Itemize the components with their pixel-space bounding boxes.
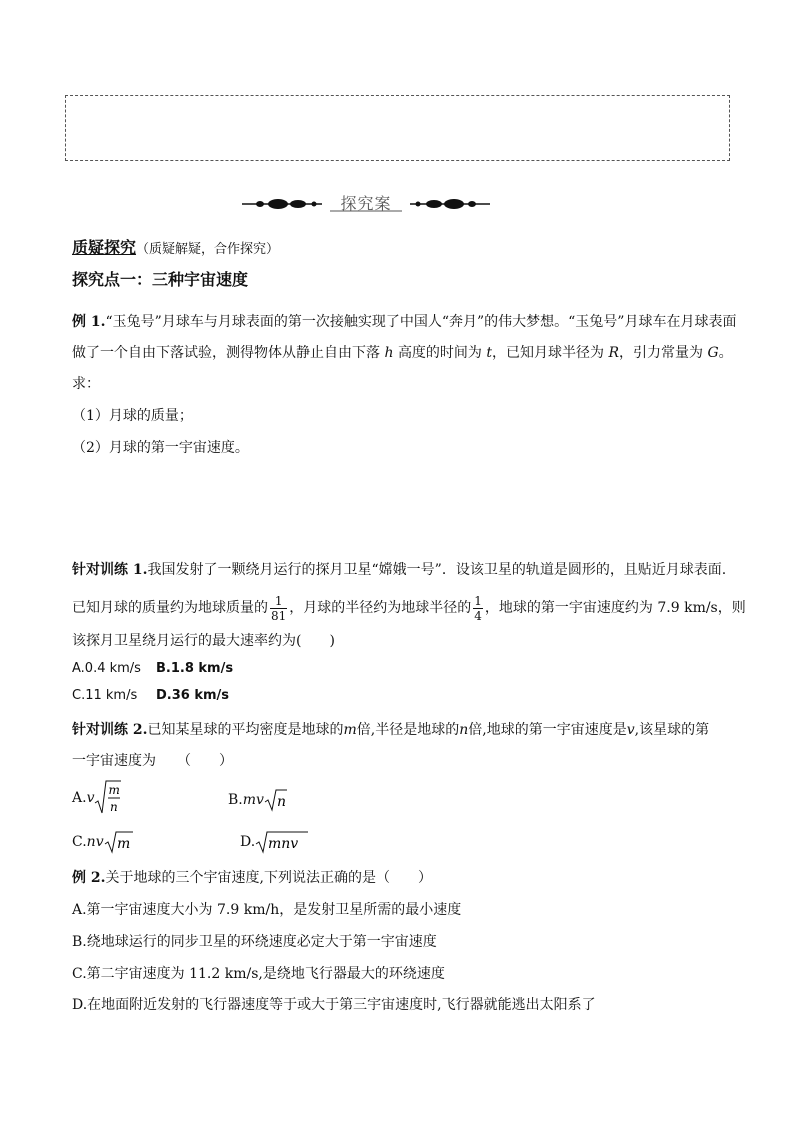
option-d-prefix: D.: [240, 834, 256, 850]
training1-label: 针对训练 1.: [72, 562, 148, 578]
fraction-denominator: 4: [474, 608, 482, 623]
formula-a: v m n: [87, 790, 123, 806]
example1-line3: 求：: [72, 376, 100, 392]
text: ，已知月球半径为: [492, 345, 605, 361]
fraction-1-81: [270, 594, 287, 623]
training1-line3: 该探月卫星绕月运行的最大速率约为( ): [72, 633, 335, 649]
text: 。: [718, 345, 733, 361]
text: ，引力常量为: [619, 345, 704, 361]
example1-label: 例 1.: [72, 314, 106, 330]
example2-text: 关于地球的三个宇宙速度,下列说法正确的是（ ）: [105, 870, 432, 886]
text: 做了一个自由下落试验，测得物体从静止自由下落: [72, 345, 380, 361]
training2-option-d: [240, 828, 309, 856]
text: ,该星球的第: [634, 722, 710, 738]
example2-option-a: A.第一宇宙速度大小为 7.9 km/h，是发射卫星所需的最小速度: [72, 902, 462, 918]
text: ，地球的第一宇宙速度约为 7.9 km/s，则: [484, 600, 746, 616]
var-G: G: [707, 345, 719, 361]
svg-text:m: m: [116, 836, 130, 852]
training1-option-b: B.1.8 km/s: [156, 661, 234, 676]
var-n: n: [459, 722, 469, 738]
example1-line1: [72, 312, 736, 332]
example1-question1: （1）月球的质量；: [72, 408, 193, 424]
example2-option-c: C.第二宇宙速度为 11.2 km/s,是绕地飞行器最大的环绕速度: [72, 966, 445, 982]
section-banner: [240, 190, 492, 218]
var-m: m: [343, 722, 357, 738]
var-h: h: [384, 345, 394, 361]
text: 高度的时间为: [397, 345, 482, 361]
training1-option-a: A.0.4 km/s: [72, 661, 141, 676]
svg-text:n: n: [276, 794, 286, 810]
training2-line2: 一宇宙速度为 （ ）: [72, 753, 233, 769]
sqrt-m: [104, 830, 134, 854]
svg-text:m: m: [108, 783, 121, 797]
text: 已知某星球的平均密度是地球的: [147, 722, 344, 738]
var-R: R: [608, 345, 620, 361]
example1-line2: [72, 343, 733, 363]
var-v: v: [626, 722, 635, 738]
fraction-numerator: 1: [474, 593, 482, 608]
training1-line2: [72, 591, 746, 625]
example2-option-d: D.在地面附近发射的飞行器速度等于或大于第三宇宙速度时,飞行器就能逃出太阳系了: [72, 997, 596, 1013]
fraction-1-4: [473, 594, 483, 623]
sqrt-n: [264, 788, 288, 812]
sqrt-m-over-n: [94, 779, 122, 817]
text: 倍,半径是地球的: [356, 722, 460, 738]
training2-line1: [72, 720, 709, 740]
training2-label: 针对训练 2.: [72, 722, 148, 738]
point-heading: 探究点一：三种宇宙速度: [72, 270, 249, 289]
section-subtitle: （质疑解疑，合作探究）: [136, 242, 280, 257]
text: 已知月球的质量约为地球质量的: [72, 600, 268, 616]
training1-text: 我国发射了一颗绕月运行的探月卫星“嫦娥一号”．设该卫星的轨道是圆形的，且贴近月球表面.: [147, 562, 727, 578]
example2-stem: [72, 868, 432, 888]
training2-option-b: [228, 786, 288, 814]
formula-d: [255, 834, 309, 850]
formula-b: mv n: [243, 792, 288, 808]
training1-option-d: D.36 km/s: [156, 688, 230, 703]
banner-title: 探究案: [340, 194, 392, 213]
example1-question2: （2）月球的第一宇宙速度。: [72, 440, 249, 456]
section-heading: [72, 238, 279, 260]
training2-option-a: [72, 778, 122, 818]
option-c-prefix: C.: [72, 834, 87, 850]
svg-text:n: n: [110, 800, 119, 814]
formula-c: nv m: [87, 834, 134, 850]
var-t: t: [486, 345, 493, 361]
sqrt-mnv: [255, 830, 309, 854]
training1-option-c: C.11 km/s: [72, 688, 138, 703]
text: 倍,地球的第一宇宙速度是: [468, 722, 627, 738]
section-title: 质疑探究: [72, 238, 137, 257]
option-a-prefix: A.: [72, 790, 87, 806]
example1-text: “玉兔号”月球车与月球表面的第一次接触实现了中国人“奔月”的伟大梦想。“玉兔号”月球车在月球表面: [105, 314, 737, 330]
fraction-denominator: 81: [271, 608, 287, 623]
training2-option-c: [72, 828, 134, 856]
example2-label: 例 2.: [72, 870, 106, 886]
fraction-numerator: 1: [270, 594, 287, 609]
svg-text:mnv: mnv: [268, 836, 299, 852]
option-b-prefix: B.: [228, 792, 243, 808]
training1-line1: [72, 560, 784, 580]
answer-box: [65, 95, 730, 161]
example2-option-b: B.绕地球运行的同步卫星的环绕速度必定大于第一宇宙速度: [72, 934, 437, 950]
text: ，月球的半径约为地球半径的: [289, 600, 472, 616]
